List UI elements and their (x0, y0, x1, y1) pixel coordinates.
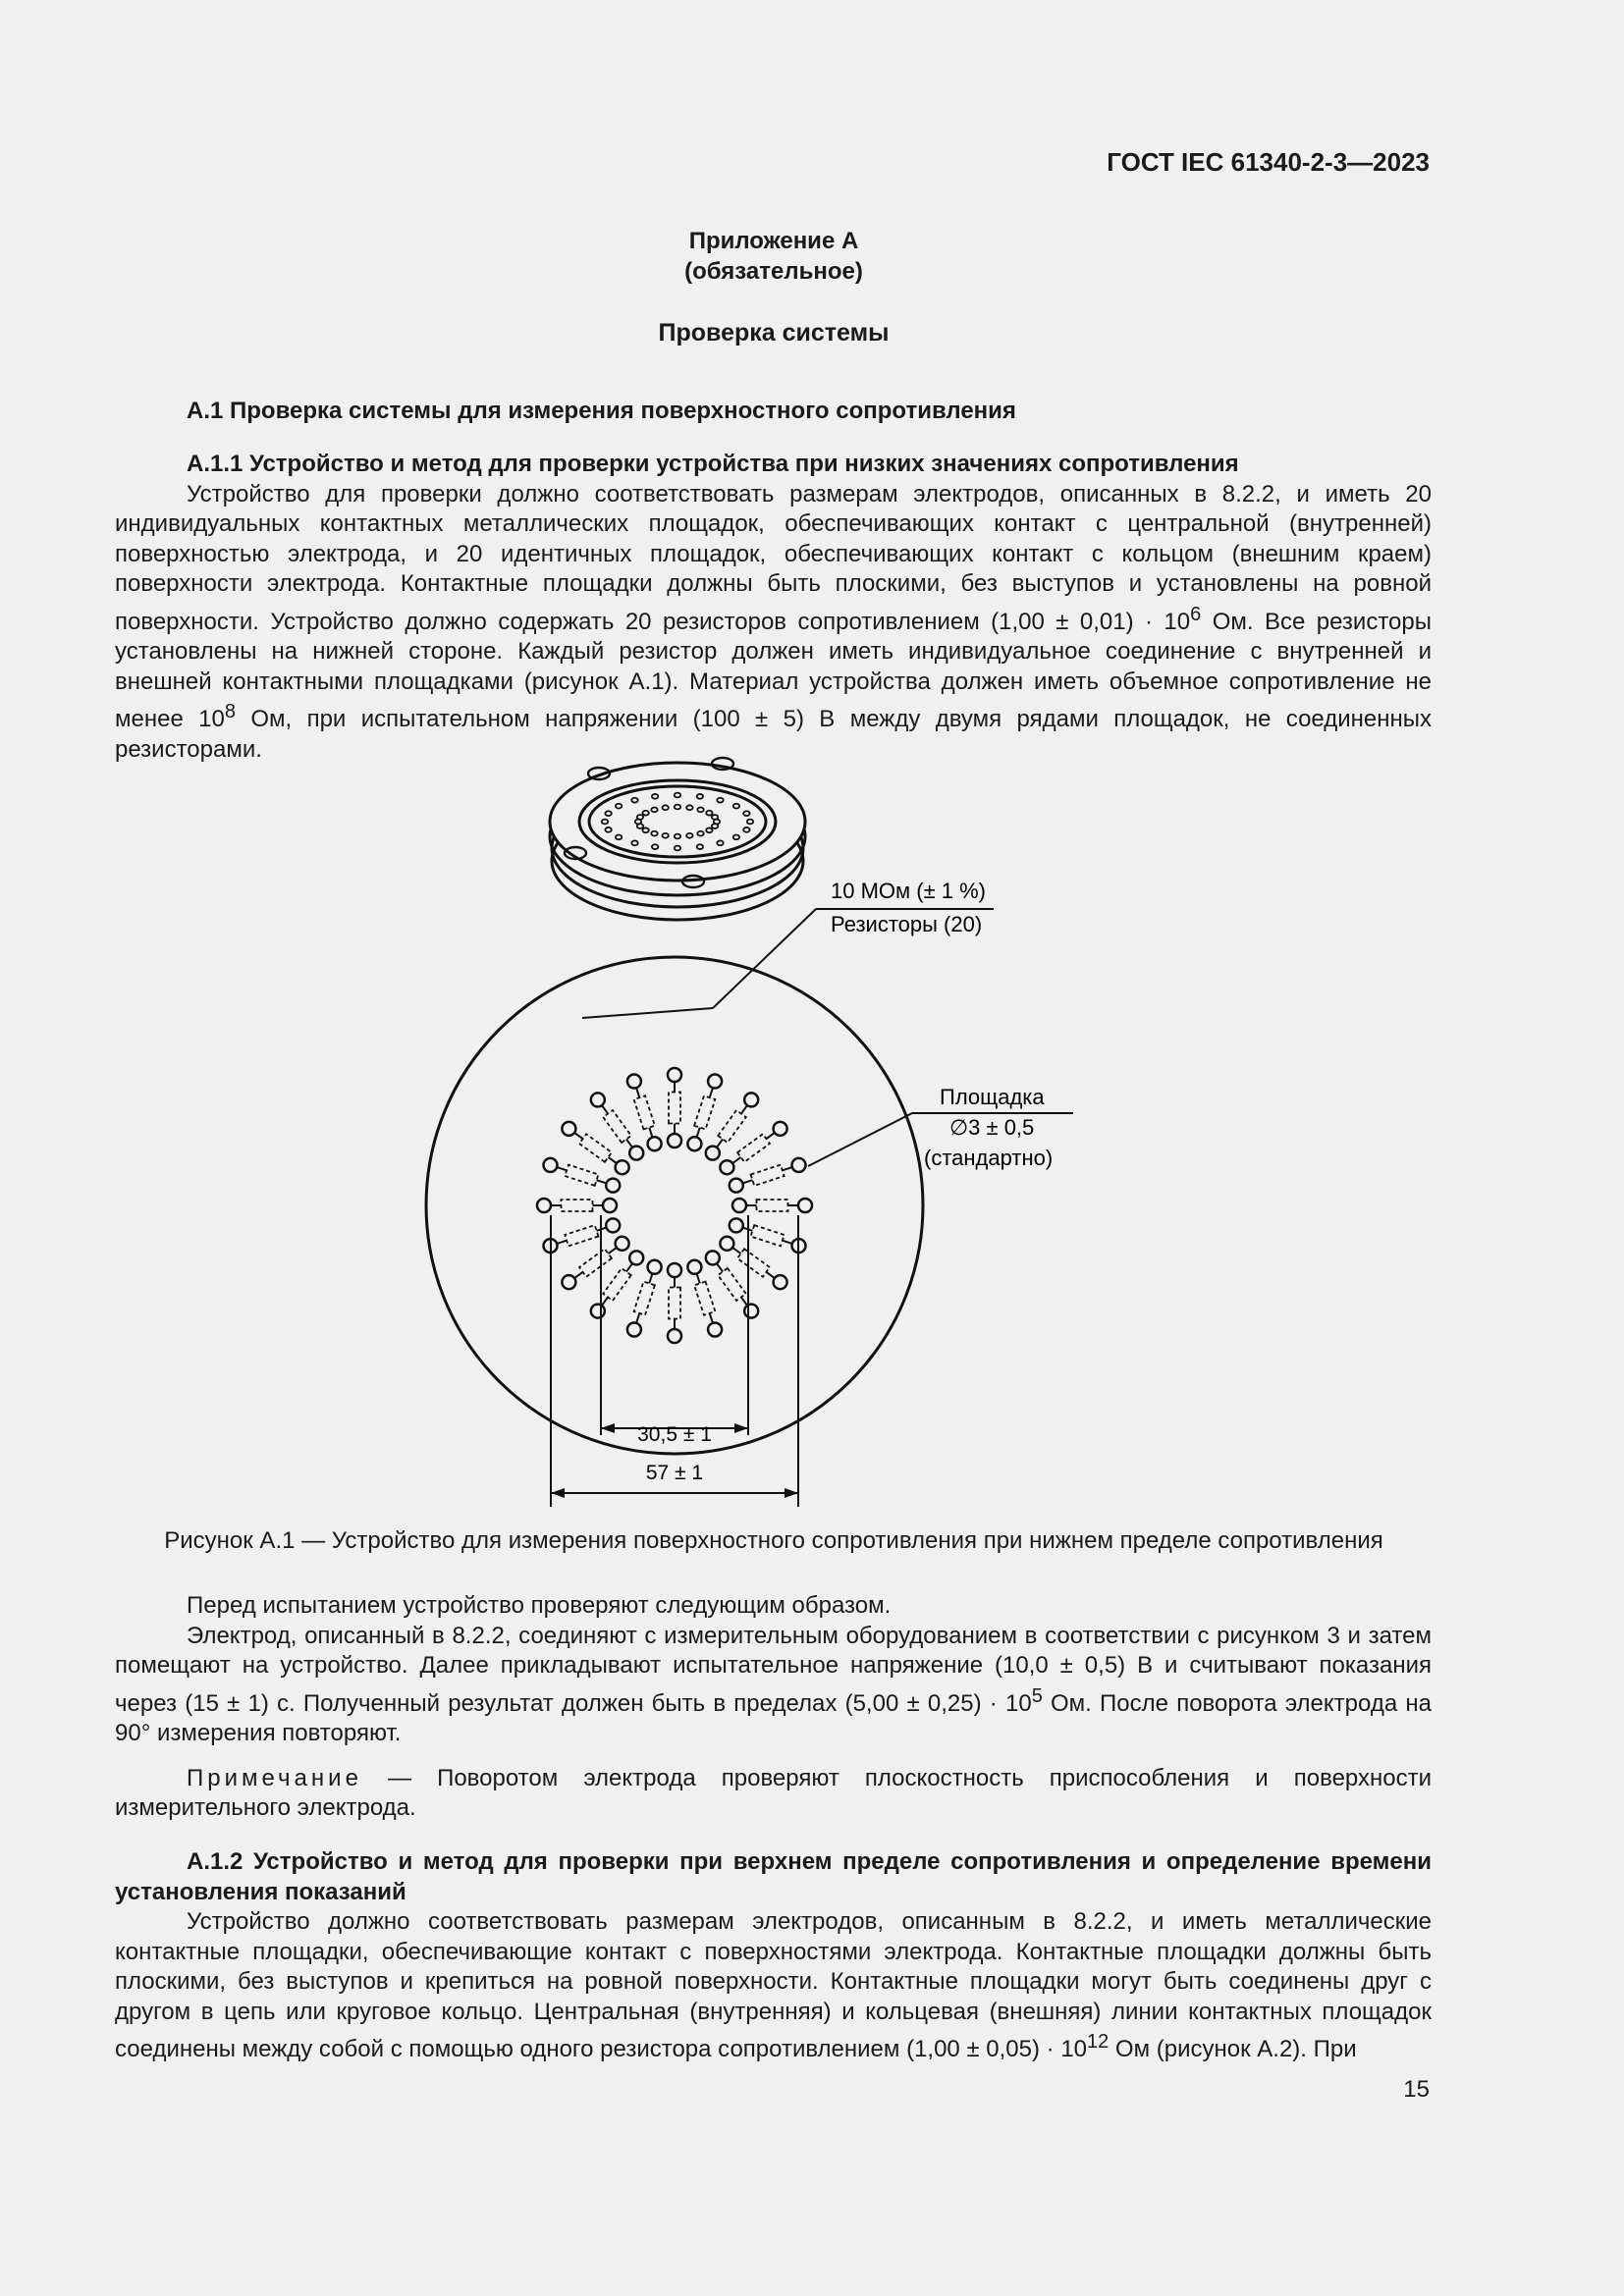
resistor-symbol (603, 1110, 631, 1143)
inner-contact-pad (687, 1137, 701, 1150)
outer-contact-pad (791, 1158, 805, 1172)
device-outline-circle (426, 957, 923, 1454)
pad-leader-line (808, 1113, 912, 1166)
appendix-title: Приложение А (688, 228, 859, 254)
pad-label-diameter: ∅3 ± 0,5 (949, 1115, 1035, 1140)
resistor-symbol (634, 1095, 655, 1129)
resistor-symbol (751, 1225, 785, 1246)
resistor-symbol (579, 1249, 612, 1277)
inner-contact-pad (616, 1160, 629, 1174)
inner-contact-pad (616, 1237, 629, 1251)
pad-label-standard: (стандартно) (924, 1146, 1054, 1170)
inner-contact-pad (730, 1218, 743, 1232)
section-a12-heading: А.1.2 Устройство и метод для проверки при верхнем пределе сопротивления и определение времени установления показаний (115, 1848, 1432, 1905)
resistor-symbol (669, 1093, 680, 1124)
section-a1-heading: А.1 Проверка системы для измерения поверхностного сопротивления (187, 398, 1016, 424)
outer-contact-pad (627, 1322, 641, 1336)
inner-contact-pad (730, 1179, 743, 1193)
note-label: Примечание (187, 1764, 362, 1791)
outer-contact-pad (744, 1093, 758, 1106)
device-perspective-drawing (540, 738, 815, 934)
inner-contact-pad (668, 1263, 681, 1277)
section-a12 (115, 1847, 1432, 2065)
inner-contact-pad (648, 1260, 662, 1274)
section-a12-paragraph: Устройство должно соответствовать размерам электродов, описанным в 8.2.2, и иметь металлические контактные площадки, обеспечивающие контакт с поверхностями электрода. Контактные площадки должны быть плоскими, без выступов и крепиться на ровной поверхности. Контактные площадки могут быть соединены друг с другом в цепь или круговое кольцо. Центральная (внутренняя) и кольцевая (внешняя) линии контактных площадок соединены между собой с помощью одного резистора сопротивлением $(1,00 \pm 0,05) \cdot 10^{12}$ Ом (рисунок А.2). При (115, 1908, 1432, 2062)
page-number: 15 (1403, 2076, 1430, 2103)
outer-contact-pad (562, 1275, 575, 1289)
resistor-symbol (634, 1282, 655, 1315)
after-figure-text (115, 1591, 1432, 1824)
outer-contact-pad (591, 1093, 605, 1106)
resistor-symbol (669, 1288, 680, 1319)
figure-caption: Рисунок А.1 — Устройство для измерения поверхностного сопротивления при нижнем пределе сопротивления (164, 1527, 1383, 1554)
outer-contact-pad (562, 1122, 575, 1136)
appendix-status: (обязательное) (684, 258, 863, 285)
inner-contact-pad (629, 1147, 643, 1160)
inner-contact-pad (606, 1218, 620, 1232)
outer-contact-pad (774, 1122, 787, 1136)
outer-contact-pad (708, 1322, 722, 1336)
resistor-symbol (694, 1282, 715, 1315)
inner-contact-pad (648, 1137, 662, 1150)
resistor-symbol (603, 1268, 631, 1301)
pad-label-title: Площадка (940, 1085, 1045, 1109)
section-a11 (115, 450, 1432, 765)
device-top-view-schematic (442, 879, 1110, 1517)
resistor-symbol (579, 1134, 612, 1162)
inner-contact-pad (687, 1260, 701, 1274)
outer-contact-pad (591, 1305, 605, 1318)
outer-contact-pad (668, 1329, 681, 1343)
outer-contact-pad (544, 1158, 558, 1172)
outer-contact-pad (668, 1068, 681, 1082)
inner-contact-pad (603, 1199, 617, 1212)
resistor-symbol (751, 1165, 785, 1186)
inner-contact-pad (720, 1160, 733, 1174)
resistor-symbol (737, 1249, 770, 1277)
outer-contact-pad (744, 1305, 758, 1318)
outer-contact-pad (708, 1075, 722, 1089)
inner-contact-pad (668, 1134, 681, 1148)
inner-contact-pad (720, 1237, 733, 1251)
resistor-symbol (565, 1225, 598, 1246)
resistor-count-label: Резисторы (20) (831, 912, 983, 936)
inner-contact-pad (629, 1251, 643, 1264)
outer-contact-pad (774, 1275, 787, 1289)
outer-contact-pad (537, 1199, 551, 1212)
dim-inner-label: 30,5 ± 1 (637, 1423, 712, 1446)
inner-contact-pad (606, 1179, 620, 1193)
resistor-symbol (562, 1200, 593, 1211)
section-a11-paragraph: Устройство для проверки должно соответствовать размерам электродов, описанных в 8.2.2, и иметь 20 индивидуальных контактных металлических площадок, обеспечивающих контакт с центральной (внутренней) поверхностью электрода, и 20 идентичных площадок, обеспечивающих контакт с кольцом (внешним краем) поверхности электрода. Контактные площадки должны быть плоскими, без выступов и установлены на ровной поверхности. Устройство должно содержать 20 резисторов сопротивлением $(1,00 \pm 0,01) \cdot 10^6$ Ом. Все резисторы установлены на нижней стороне. Каждый резистор должен иметь индивидуальное соединение с внутренней и внешней контактными площадками (рисунок А.1). Материал устройства должен иметь объемное сопротивление не менее $10^8$ Ом, при испытательном напряжении (100 ± 5) В между двумя рядами площадок, не соединенных резисторами. (115, 480, 1433, 763)
resistor-leader-line (582, 1008, 713, 1018)
resistor-symbol (565, 1165, 598, 1186)
standard-number: ГОСТ IEC 61340-2-3—2023 (1107, 147, 1430, 177)
section-a11-heading: А.1.1 Устройство и метод для проверки устройства при низких значениях сопротивления (187, 451, 1239, 477)
resistor-symbol (694, 1095, 715, 1129)
inner-contact-pad (732, 1199, 746, 1212)
appendix-name: Проверка системы (658, 319, 890, 347)
resistor-symbol (718, 1110, 746, 1143)
resistor-symbol (718, 1268, 746, 1301)
resistor-symbol (737, 1134, 770, 1162)
dim-outer-label: 57 ± 1 (645, 1462, 704, 1484)
note-paragraph: Примечание — Поворотом электрода проверяют плоскостность приспособления и поверхности измерительного электрода. (115, 1764, 1432, 1821)
resistor-value-label: 10 МОм (± 1 %) (831, 879, 987, 903)
inner-contact-pad (706, 1251, 720, 1264)
outer-contact-pad (798, 1199, 812, 1212)
check-procedure-paragraph: Электрод, описанный в 8.2.2, соединяют с измерительным оборудованием в соответствии с рисунком 3 и затем помещают на устройство. Далее прикладывают испытательное напряжение (10,0 ± 0,5) В и считывают показания через (15 ± 1) с. Полученный результат должен быть в пределах $(5,00 \pm 0,25) \cdot 10^5$ Ом. После поворота электрода на 90° измерения повторяют. (115, 1622, 1432, 1746)
outer-contact-pad (627, 1075, 641, 1089)
inner-contact-pad (706, 1147, 720, 1160)
check-intro-paragraph: Перед испытанием устройство проверяют следующим образом. (187, 1592, 892, 1619)
resistor-symbol (757, 1200, 788, 1211)
